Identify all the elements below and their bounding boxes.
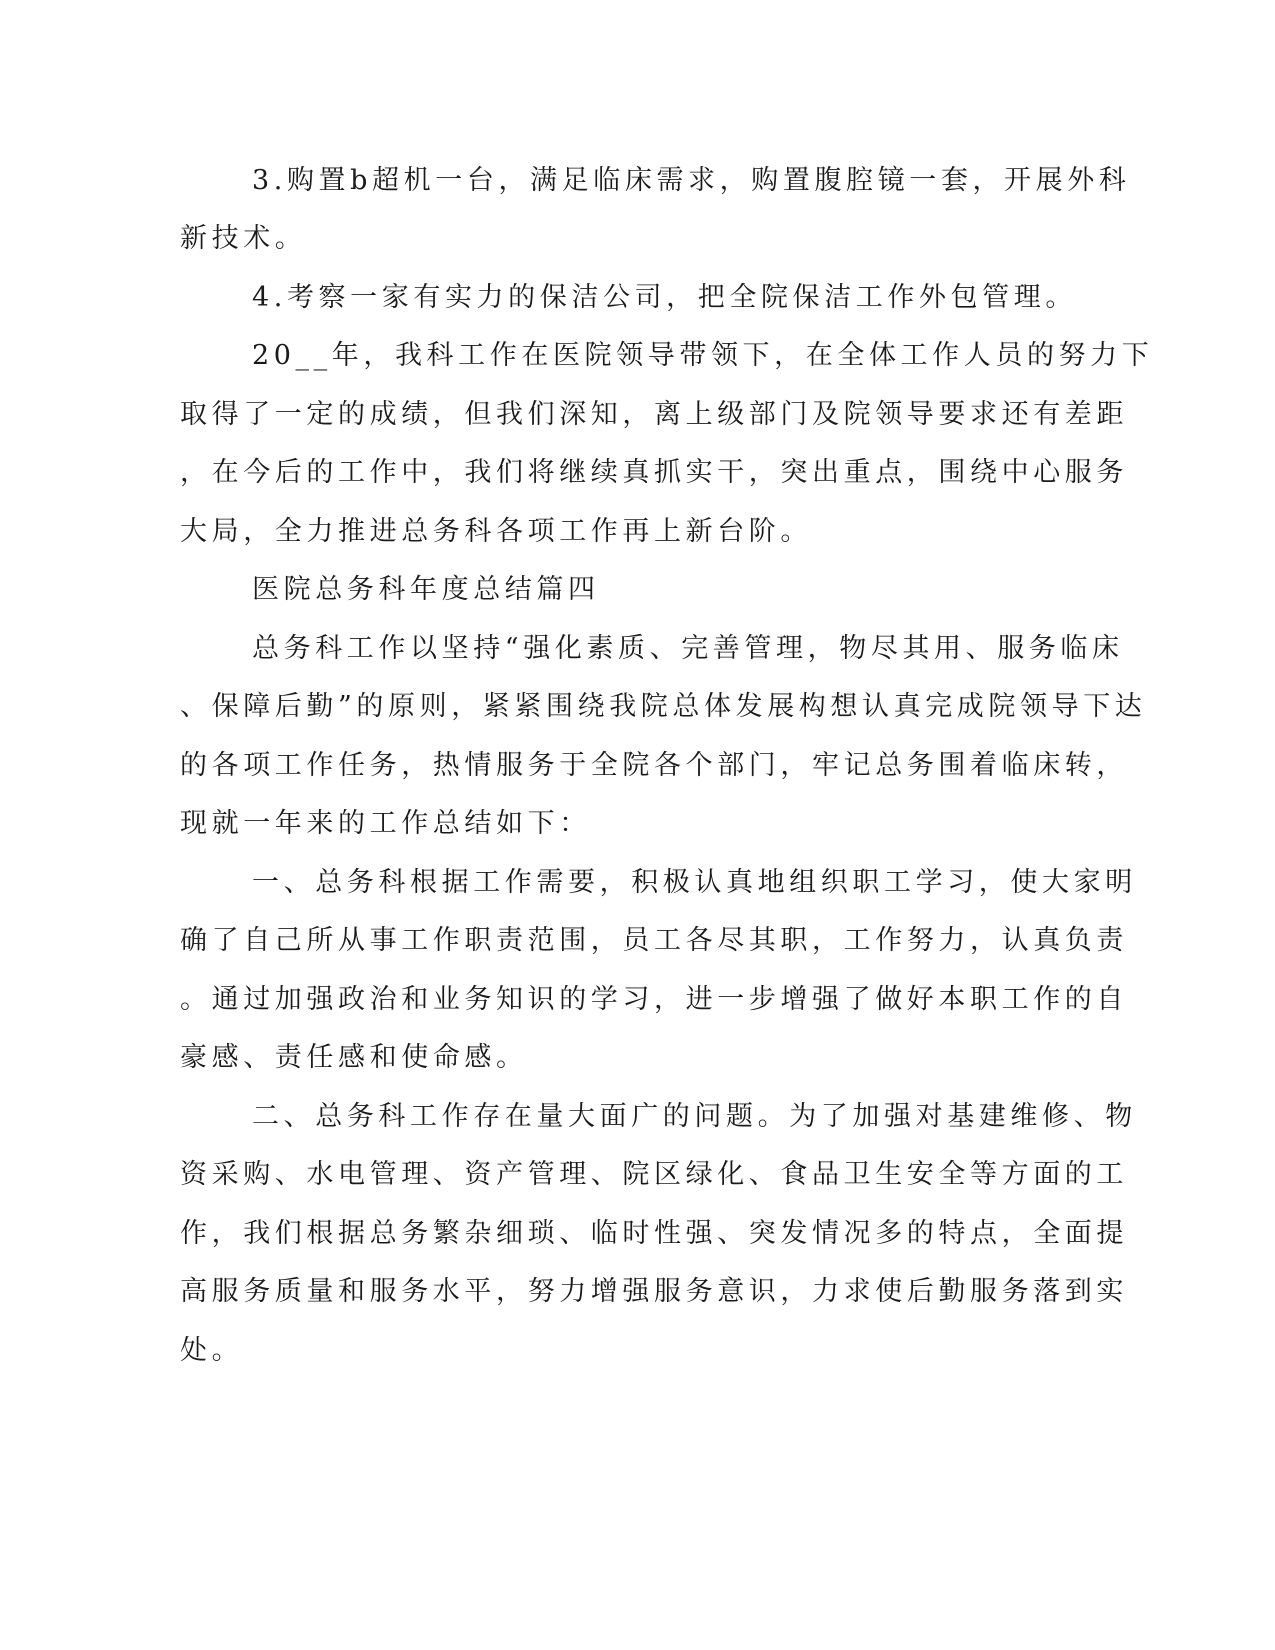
text-line: 总务科工作以坚持“强化素质、完善管理，物尽其用、服务临床: [252, 633, 1124, 664]
text-line: 高服务质量和服务水平，努力增强服务意识，力求使后勤服务落到实: [180, 1276, 1128, 1307]
text-line: 现就一年来的工作总结如下：: [180, 808, 591, 839]
section-heading: 医院总务科年度总结篇四: [252, 574, 600, 605]
text-line: 新技术。: [180, 223, 307, 254]
text-line: 。通过加强政治和业务知识的学习，进一步增强了做好本职工作的自: [180, 984, 1128, 1015]
text-line: 、保障后勤”的原则，紧紧围绕我院总体发展构想认真完成院领导下达: [180, 691, 1147, 722]
text-line: 4.考察一家有实力的保洁公司，把全院保洁工作外包管理。: [252, 282, 1077, 313]
text-line: 20__年，我科工作在医院领导带领下，在全体工作人员的努力下: [252, 340, 1154, 371]
text-line: 3.购置b超机一台，满足临床需求，购置腹腔镜一套，开展外科: [252, 165, 1131, 196]
text-line: ，在今后的工作中，我们将继续真抓实干，突出重点，围绕中心服务: [180, 457, 1128, 488]
text-line: 资采购、水电管理、资产管理、院区绿化、食品卫生安全等方面的工: [180, 1159, 1128, 1190]
text-line: 二、总务科工作存在量大面广的问题。为了加强对基建维修、物: [252, 1101, 1137, 1132]
text-line: 的各项工作任务，热情服务于全院各个部门，牢记总务围着临床转，: [180, 750, 1128, 781]
text-line: 一、总务科根据工作需要，积极认真地组织职工学习，使大家明: [252, 867, 1137, 898]
text-line: 取得了一定的成绩，但我们深知，离上级部门及院领导要求还有差距: [180, 399, 1128, 430]
text-line: 大局，全力推进总务科各项工作再上新台阶。: [180, 516, 812, 547]
text-line: 作，我们根据总务繁杂细琐、临时性强、突发情况多的特点，全面提: [180, 1218, 1128, 1249]
text-line: 处。: [180, 1335, 244, 1366]
text-line: 豪感、责任感和使命感。: [180, 1042, 528, 1073]
text-line: 确了自己所从事工作职责范围，员工各尽其职，工作努力，认真负责: [180, 925, 1128, 956]
